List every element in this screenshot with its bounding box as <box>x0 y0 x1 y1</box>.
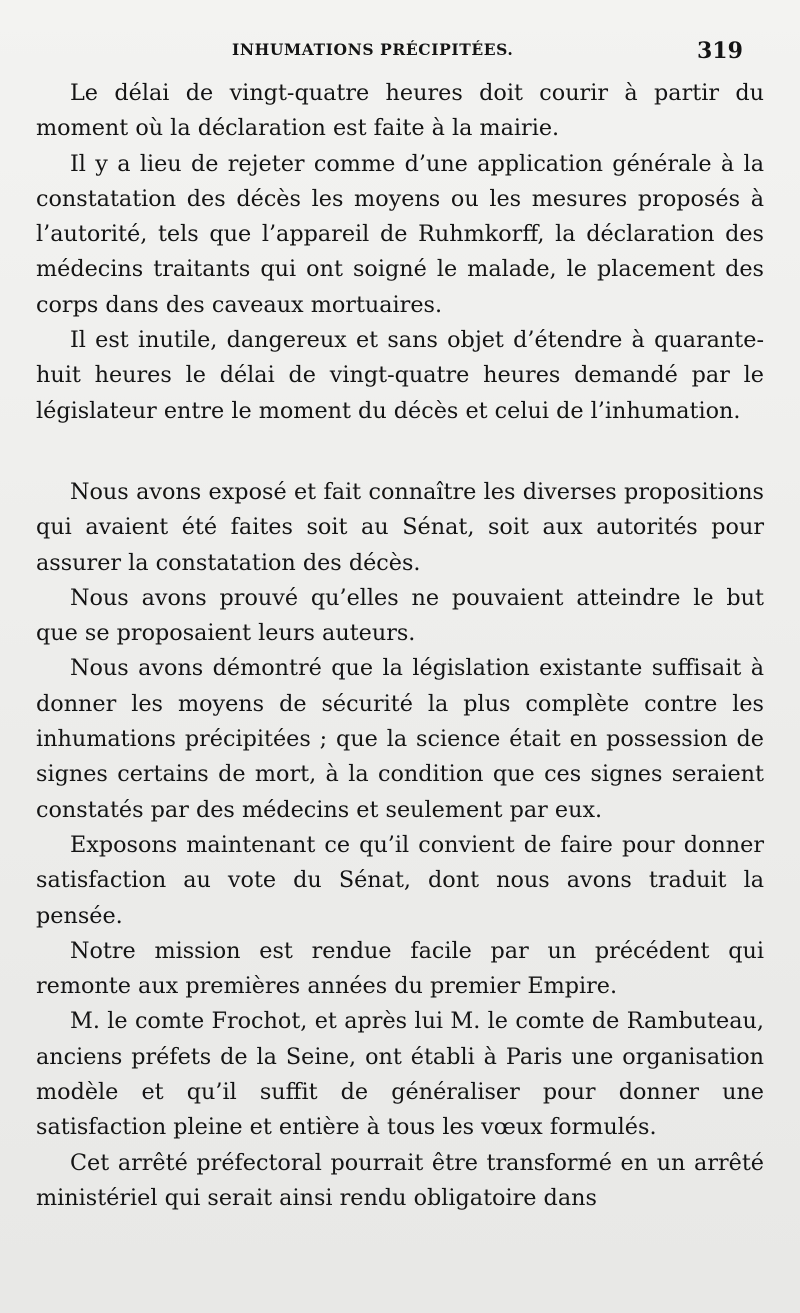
page-number: 319 <box>697 38 743 64</box>
paragraph: Cet arrêté préfectoral pourrait être transformé en un arrêté ministériel qui serait ainsi rendu obligatoire dans <box>36 1149 764 1211</box>
paragraph: Nous avons exposé et fait connaître les diverses propositions qui avaient été faites soit au Sénat, soit aux autorités pour assurer la constatation des décès. <box>36 478 764 576</box>
paragraph: Le délai de vingt-quatre heures doit courir à partir du moment où la déclaration est faite à la mairie. <box>36 80 764 142</box>
running-title: INHUMATIONS PRÉCIPITÉES. <box>232 40 514 59</box>
paragraph: Exposons maintenant ce qu’il convient de faire pour donner satisfaction au vote du Sénat, dont nous avons traduit la pensée. <box>36 831 764 929</box>
paragraph: Il est inutile, dangereux et sans objet d’étendre à quarante-huit heures le délai de vingt-quatre heures demandé par le législateur entre le moment du décès et celui de l’inhumation. <box>36 327 764 424</box>
page-body <box>36 76 764 1216</box>
paragraph: M. le comte Frochot, et après lui M. le comte de Rambuteau, anciens préfets de la Seine, ont établi à Paris une organisation modèle et qu’il suffit de généraliser pour donner une satisfaction pleine et entière à tous les vœux formulés. <box>36 1008 764 1141</box>
paragraph: Notre mission est rendue facile par un précédent qui remonte aux premières années du premier Empire. <box>36 937 764 1000</box>
running-header <box>0 38 800 68</box>
paragraph: Il y a lieu de rejeter comme d’une application générale à la constatation des décès les moyens ou les mesures proposés à l’autorité, tels que l’appareil de Ruhmkorff, la déclaration des médecins traitants qui ont soigné le malade, le placement des corps dans des caveaux mortuaires. <box>36 150 764 318</box>
paragraph: Nous avons démontré que la législation existante suffisait à donner les moyens de sécurité la plus complète contre les inhumations précipitées ; que la science était en possession de signes certains de mort, à la condition que ces signes seraient constatés par des médecins et seulement par eux. <box>36 655 764 823</box>
paragraph: Nous avons prouvé qu’elles ne pouvaient atteindre le but que se proposaient leurs auteurs. <box>36 584 764 647</box>
